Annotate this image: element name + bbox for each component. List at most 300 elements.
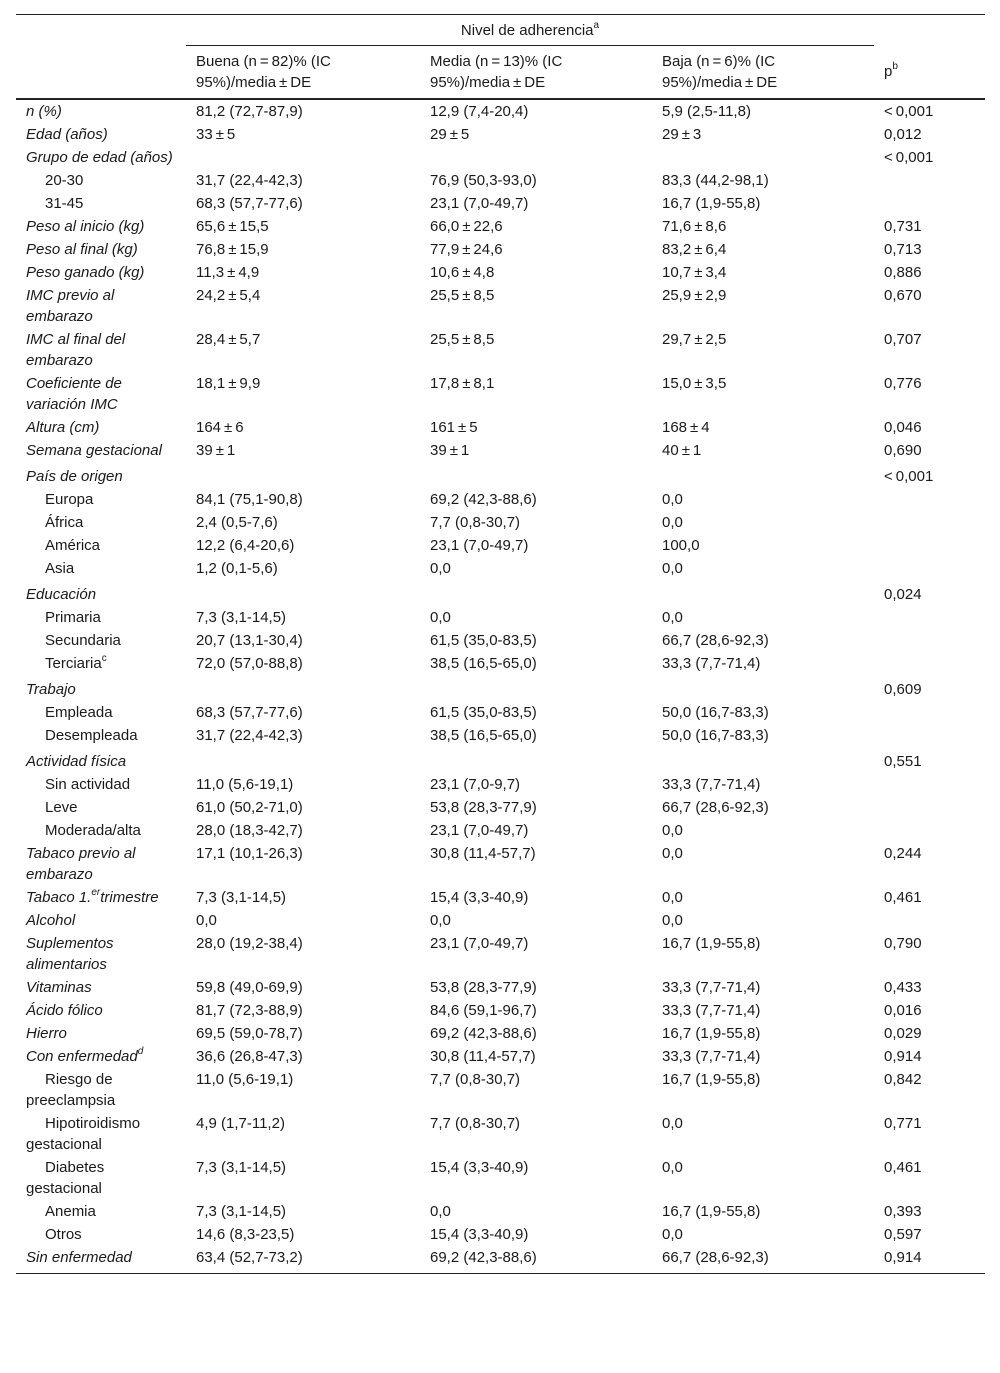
table-row	[16, 1068, 985, 1112]
row-label	[16, 580, 186, 606]
row-label	[16, 976, 186, 999]
value-buena: 164 ± 6	[196, 419, 244, 436]
value-media: 69,2 (42,3-88,6)	[430, 491, 537, 508]
p-value: 0,776	[884, 375, 922, 392]
value-buena: 24,2 ± 5,4	[196, 287, 261, 304]
value-media: 25,5 ± 8,5	[430, 331, 495, 348]
value-baja: 0,0	[662, 912, 683, 929]
value-baja: 0,0	[662, 1159, 683, 1176]
row-label	[16, 909, 186, 932]
p-value: 0,790	[884, 935, 922, 952]
row-label	[16, 99, 186, 123]
value-media: 23,1 (7,0-49,7)	[430, 537, 529, 554]
p-value: 0,024	[884, 586, 922, 603]
p-value	[874, 909, 985, 932]
row-label	[16, 701, 186, 724]
value-baja: 66,7 (28,6-92,3)	[662, 632, 769, 649]
p-value	[874, 652, 985, 675]
row-label-text: Grupo de edad (años)	[26, 149, 173, 166]
row-label	[16, 652, 186, 675]
value-baja: 5,9 (2,5-11,8)	[662, 103, 751, 120]
value-buena: 33 ± 5	[196, 126, 236, 143]
p-value: 0,670	[884, 287, 922, 304]
value-buena: 59,8 (49,0-69,9)	[196, 979, 303, 996]
column-header-buena: Buena (n = 82)% (IC 95%)/media ± DE	[186, 46, 420, 100]
row-label-text: Altura (cm)	[26, 419, 100, 436]
row-label	[16, 372, 186, 416]
p-value	[874, 819, 985, 842]
p-value: 0,012	[884, 126, 922, 143]
table-row	[16, 886, 985, 909]
value-media: 30,8 (11,4-57,7)	[430, 845, 536, 862]
p-value	[874, 629, 985, 652]
value-media: 76,9 (50,3-93,0)	[430, 172, 537, 189]
header-empty-cell	[16, 15, 186, 46]
table-row	[16, 999, 985, 1022]
value-media: 23,1 (7,0-9,7)	[430, 776, 521, 793]
value-baja: 0,0	[662, 609, 683, 626]
table-row	[16, 909, 985, 932]
value-baja: 33,3 (7,7-71,4)	[662, 776, 761, 793]
row-label	[16, 511, 186, 534]
value-media: 15,4 (3,3-40,9)	[430, 1159, 529, 1176]
row-label-text: 31-45	[45, 195, 84, 212]
row-label-text: Suplementos alimentarios	[26, 935, 114, 973]
value-baja: 66,7 (28,6-92,3)	[662, 799, 769, 816]
value-media	[420, 675, 652, 701]
row-label	[16, 1022, 186, 1045]
row-label	[16, 328, 186, 372]
value-media: 53,8 (28,3-77,9)	[430, 799, 537, 816]
p-value: 0,393	[884, 1203, 922, 1220]
row-label-text: País de origen	[26, 468, 123, 485]
row-label	[16, 146, 186, 169]
value-baja: 0,0	[662, 889, 683, 906]
value-media: 15,4 (3,3-40,9)	[430, 889, 529, 906]
value-media: 69,2 (42,3-88,6)	[420, 1246, 652, 1274]
row-label	[16, 169, 186, 192]
row-label-text: Diabetes gestacional	[26, 1159, 105, 1197]
row-label	[16, 999, 186, 1022]
value-media: 30,8 (11,4-57,7)	[430, 1048, 536, 1065]
value-baja: 16,7 (1,9-55,8)	[662, 1025, 761, 1042]
p-value	[874, 796, 985, 819]
value-baja: 29,7 ± 2,5	[662, 331, 727, 348]
row-label	[16, 1045, 186, 1068]
row-label	[16, 629, 186, 652]
row-label	[16, 1156, 186, 1200]
table-row	[16, 123, 985, 146]
value-media: 23,1 (7,0-49,7)	[430, 195, 529, 212]
p-value: 0,713	[884, 241, 922, 258]
table-row	[16, 976, 985, 999]
row-label	[16, 819, 186, 842]
value-media: 7,7 (0,8-30,7)	[430, 1071, 521, 1088]
value-baja: 33,3 (7,7-71,4)	[662, 655, 761, 672]
value-buena: 28,4 ± 5,7	[196, 331, 261, 348]
value-buena: 2,4 (0,5-7,6)	[196, 514, 278, 531]
p-value: 0,551	[884, 753, 922, 770]
column-header-media: Media (n = 13)% (IC 95%)/media ± DE	[420, 46, 652, 100]
adherence-group-label: Nivel de adherencia	[460, 22, 594, 39]
header-empty-cell	[874, 15, 985, 46]
value-buena: 17,1 (10,1-26,3)	[196, 845, 303, 862]
value-buena: 84,1 (75,1-90,8)	[196, 491, 303, 508]
row-label-text: Peso al final (kg)	[26, 241, 138, 258]
row-label	[16, 773, 186, 796]
p-value: 0,609	[884, 681, 922, 698]
row-label-superscript: d	[137, 1046, 144, 1057]
table-row	[16, 192, 985, 215]
row-label-text: Terciaria	[45, 655, 102, 672]
p-value: 0,690	[884, 442, 922, 459]
p-value	[874, 488, 985, 511]
value-buena: 61,0 (50,2-71,0)	[196, 799, 303, 816]
value-media	[420, 462, 652, 488]
value-buena: 18,1 ± 9,9	[196, 375, 261, 392]
value-baja: 15,0 ± 3,5	[662, 375, 727, 392]
row-label-text: Sin enfermedad	[26, 1249, 132, 1266]
row-label-text: Europa	[45, 491, 94, 508]
value-buena: 65,6 ± 15,5	[196, 218, 269, 235]
value-baja: 168 ± 4	[662, 419, 710, 436]
table-row	[16, 724, 985, 747]
p-value: 0,433	[884, 979, 922, 996]
p-value: 0,914	[874, 1246, 985, 1274]
table-header	[16, 15, 985, 100]
value-media: 84,6 (59,1-96,7)	[430, 1002, 537, 1019]
p-value: 0,842	[884, 1071, 922, 1088]
row-label	[16, 462, 186, 488]
value-baja: 33,3 (7,7-71,4)	[662, 1048, 761, 1065]
value-baja	[652, 747, 874, 773]
p-value	[874, 169, 985, 192]
value-media: 12,9 (7,4-20,4)	[430, 103, 529, 120]
row-label	[16, 284, 186, 328]
row-label	[16, 747, 186, 773]
row-label-text: Coeficiente de variación IMC	[26, 375, 122, 413]
row-label-text: América	[45, 537, 101, 554]
row-label-text: Asia	[45, 560, 75, 577]
row-label-text: Trabajo	[26, 681, 76, 698]
row-label-text: Riesgo de preeclampsia	[26, 1071, 116, 1109]
table-row	[16, 796, 985, 819]
row-label	[16, 796, 186, 819]
value-buena: 11,0 (5,6-19,1)	[196, 1071, 294, 1088]
p-value	[874, 192, 985, 215]
table-row	[16, 1022, 985, 1045]
value-media: 77,9 ± 24,6	[430, 241, 503, 258]
row-label	[16, 932, 186, 976]
value-media	[420, 747, 652, 773]
table-row	[16, 932, 985, 976]
p-label: p	[884, 63, 893, 81]
table-row	[16, 747, 985, 773]
value-buena: 7,3 (3,1-14,5)	[196, 889, 287, 906]
p-value: 0,707	[884, 331, 922, 348]
value-buena: 1,2 (0,1-5,6)	[196, 560, 278, 577]
row-label-text: Educación	[26, 586, 97, 603]
value-media	[420, 580, 652, 606]
value-buena: 39 ± 1	[196, 442, 236, 459]
row-label-text: África	[45, 514, 84, 531]
table-row	[16, 534, 985, 557]
row-label-text: Peso ganado (kg)	[26, 264, 145, 281]
table-row	[16, 819, 985, 842]
row-label	[16, 123, 186, 146]
row-label-text: n (%)	[26, 103, 62, 120]
row-label	[16, 1200, 186, 1223]
value-buena: 7,3 (3,1-14,5)	[196, 1159, 287, 1176]
row-label-text: Desempleada	[45, 727, 138, 744]
value-buena	[186, 462, 420, 488]
value-baja: 0,0	[662, 845, 683, 862]
value-buena	[186, 580, 420, 606]
value-media: 23,1 (7,0-49,7)	[430, 822, 529, 839]
row-label	[16, 416, 186, 439]
value-buena: 28,0 (19,2-38,4)	[196, 935, 303, 952]
value-buena: 20,7 (13,1-30,4)	[196, 632, 303, 649]
row-label-text: Moderada/alta	[45, 822, 141, 839]
row-label-text: IMC previo al embarazo	[26, 287, 115, 325]
value-baja: 66,7 (28,6-92,3)	[652, 1246, 874, 1274]
value-media: 15,4 (3,3-40,9)	[430, 1226, 529, 1243]
row-label	[16, 261, 186, 284]
table-row	[16, 701, 985, 724]
table-row	[16, 99, 985, 123]
p-value: 0,029	[884, 1025, 922, 1042]
row-label-text: Vitaminas	[26, 979, 92, 996]
table-row	[16, 842, 985, 886]
row-label-text: Sin actividad	[45, 776, 131, 793]
p-value: 0,046	[884, 419, 922, 436]
table-row	[16, 580, 985, 606]
table-row	[16, 675, 985, 701]
value-media: 161 ± 5	[430, 419, 478, 436]
value-media: 0,0	[430, 609, 451, 626]
value-media: 66,0 ± 22,6	[430, 218, 503, 235]
value-baja	[652, 462, 874, 488]
table-row	[16, 1200, 985, 1223]
value-baja: 40 ± 1	[662, 442, 702, 459]
table-row	[16, 606, 985, 629]
column-header-baja: Baja (n = 6)% (IC 95%)/media ± DE	[652, 46, 874, 100]
table-row	[16, 462, 985, 488]
p-value: 0,886	[884, 264, 922, 281]
row-label-text: Actividad física	[26, 753, 127, 770]
row-label-text: Leve	[45, 799, 78, 816]
table-row	[16, 439, 985, 462]
value-baja: 83,2 ± 6,4	[662, 241, 727, 258]
value-media: 53,8 (28,3-77,9)	[430, 979, 537, 996]
footnote-a: a	[593, 20, 600, 31]
table-row	[16, 238, 985, 261]
value-baja: 0,0	[662, 514, 683, 531]
row-label	[16, 1246, 186, 1274]
row-label	[16, 439, 186, 462]
value-baja: 16,7 (1,9-55,8)	[662, 935, 761, 952]
table-row	[16, 511, 985, 534]
row-label-text: Edad (años)	[26, 126, 108, 143]
row-label-superscript: er	[91, 887, 101, 898]
table-row	[16, 284, 985, 328]
value-baja: 16,7 (1,9-55,8)	[662, 1071, 761, 1088]
value-media: 61,5 (35,0-83,5)	[430, 632, 537, 649]
footnote-b: b	[892, 61, 898, 73]
row-label-text: Hierro	[26, 1025, 67, 1042]
value-media: 39 ± 1	[430, 442, 470, 459]
p-value	[874, 511, 985, 534]
value-baja: 50,0 (16,7-83,3)	[662, 727, 769, 744]
value-media: 38,5 (16,5-65,0)	[430, 655, 537, 672]
table-row	[16, 416, 985, 439]
p-value: 0,244	[884, 845, 922, 862]
row-label	[16, 886, 186, 909]
value-baja: 100,0	[662, 537, 700, 554]
row-label	[16, 534, 186, 557]
row-label	[16, 215, 186, 238]
row-label	[16, 238, 186, 261]
value-baja: 29 ± 3	[662, 126, 702, 143]
row-label	[16, 1223, 186, 1246]
column-header-p	[874, 46, 985, 100]
row-label	[16, 724, 186, 747]
value-media: 17,8 ± 8,1	[430, 375, 495, 392]
value-buena: 7,3 (3,1-14,5)	[196, 609, 287, 626]
value-baja: 16,7 (1,9-55,8)	[662, 195, 761, 212]
table-row	[16, 146, 985, 169]
row-label	[16, 1112, 186, 1156]
value-buena: 4,9 (1,7-11,2)	[196, 1115, 285, 1132]
table-body	[16, 99, 985, 1274]
value-media: 7,7 (0,8-30,7)	[430, 1115, 521, 1132]
value-buena: 28,0 (18,3-42,7)	[196, 822, 303, 839]
value-baja	[652, 146, 874, 169]
value-media: 0,0	[430, 912, 451, 929]
row-label	[16, 675, 186, 701]
value-buena: 31,7 (22,4-42,3)	[196, 172, 303, 189]
value-buena: 69,5 (59,0-78,7)	[196, 1025, 303, 1042]
value-buena	[186, 146, 420, 169]
value-buena: 0,0	[196, 912, 217, 929]
p-value: < 0,001	[884, 103, 934, 120]
row-label-text: Hipotiroidismo gestacional	[26, 1115, 141, 1153]
row-label-superscript: c	[101, 653, 107, 664]
p-value	[874, 724, 985, 747]
value-baja	[652, 675, 874, 701]
p-value: 0,771	[884, 1115, 922, 1132]
row-label-text: Primaria	[45, 609, 101, 626]
p-value: 0,016	[884, 1002, 922, 1019]
p-value: < 0,001	[884, 468, 934, 485]
row-label-text: Ácido fólico	[26, 1002, 103, 1019]
table-row	[16, 328, 985, 372]
value-baja: 0,0	[662, 822, 683, 839]
table-row	[16, 261, 985, 284]
p-value	[874, 701, 985, 724]
value-baja: 33,3 (7,7-71,4)	[662, 979, 761, 996]
row-label-text: Alcohol	[26, 912, 76, 929]
table-row	[16, 1112, 985, 1156]
value-buena: 76,8 ± 15,9	[196, 241, 269, 258]
value-media: 7,7 (0,8-30,7)	[430, 514, 521, 531]
value-buena: 11,3 ± 4,9	[196, 264, 260, 281]
table-row	[16, 169, 985, 192]
value-media: 10,6 ± 4,8	[430, 264, 495, 281]
table-container	[16, 14, 985, 1274]
table-row	[16, 1223, 985, 1246]
row-label	[16, 606, 186, 629]
value-baja: 33,3 (7,7-71,4)	[662, 1002, 761, 1019]
value-media: 61,5 (35,0-83,5)	[430, 704, 537, 721]
value-media: 23,1 (7,0-49,7)	[430, 935, 529, 952]
value-media: 29 ± 5	[430, 126, 470, 143]
value-buena: 68,3 (57,7-77,6)	[196, 195, 303, 212]
p-value: 0,731	[884, 218, 922, 235]
value-baja: 10,7 ± 3,4	[662, 264, 727, 281]
table-row	[16, 372, 985, 416]
value-buena: 12,2 (6,4-20,6)	[196, 537, 295, 554]
value-baja: 0,0	[662, 491, 683, 508]
value-buena: 7,3 (3,1-14,5)	[196, 1203, 287, 1220]
table-row	[16, 652, 985, 675]
value-media: 38,5 (16,5-65,0)	[430, 727, 537, 744]
value-media: 0,0	[430, 1203, 451, 1220]
adherence-table	[16, 14, 985, 1274]
row-label-suffix: trimestre	[100, 889, 159, 906]
value-baja: 25,9 ± 2,9	[662, 287, 727, 304]
row-label-text: Con enfermedad	[26, 1048, 138, 1065]
p-value: 0,461	[884, 889, 922, 906]
value-baja	[652, 580, 874, 606]
table-row	[16, 215, 985, 238]
value-media	[420, 146, 652, 169]
value-baja: 16,7 (1,9-55,8)	[662, 1203, 761, 1220]
value-baja: 83,3 (44,2-98,1)	[662, 172, 769, 189]
table-row	[16, 629, 985, 652]
value-buena	[186, 675, 420, 701]
p-value: 0,461	[884, 1159, 922, 1176]
value-media: 0,0	[430, 560, 451, 577]
row-label-text: Anemia	[45, 1203, 96, 1220]
value-media: 69,2 (42,3-88,6)	[430, 1025, 537, 1042]
row-label	[16, 1068, 186, 1112]
row-label-text: Tabaco 1.	[26, 889, 92, 906]
value-baja: 71,6 ± 8,6	[662, 218, 727, 235]
p-value: 0,597	[884, 1226, 922, 1243]
table-row	[16, 773, 985, 796]
table-row	[16, 1246, 985, 1274]
row-label	[16, 192, 186, 215]
value-baja: 0,0	[662, 1226, 683, 1243]
value-buena: 81,2 (72,7-87,9)	[196, 103, 303, 120]
value-buena: 68,3 (57,7-77,6)	[196, 704, 303, 721]
table-row	[16, 488, 985, 511]
value-baja: 0,0	[662, 1115, 683, 1132]
row-label-text: IMC al final del embarazo	[26, 331, 126, 369]
row-label	[16, 557, 186, 580]
table-row	[16, 1045, 985, 1068]
row-label-text: 20-30	[45, 172, 84, 189]
value-buena: 36,6 (26,8-47,3)	[196, 1048, 303, 1065]
row-label-text: Otros	[45, 1226, 82, 1243]
row-label	[16, 842, 186, 886]
p-value	[874, 773, 985, 796]
row-label	[16, 488, 186, 511]
row-label-text: Peso al inicio (kg)	[26, 218, 145, 235]
table-row	[16, 557, 985, 580]
value-buena: 31,7 (22,4-42,3)	[196, 727, 303, 744]
